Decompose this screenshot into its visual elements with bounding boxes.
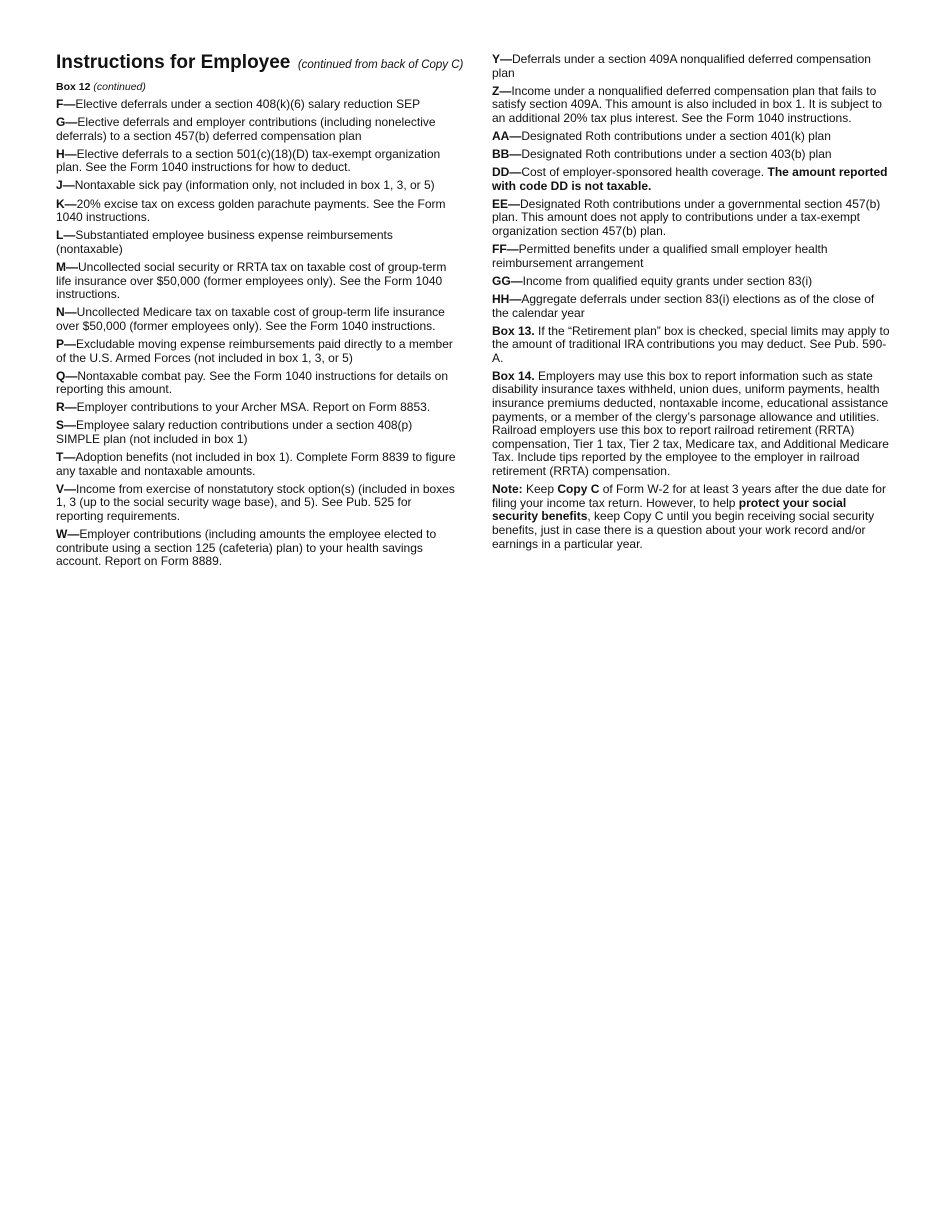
code-dash: —: [63, 228, 76, 243]
code-description: Nontaxable sick pay (information only, not included in box 1, 3, or 5): [74, 178, 435, 193]
code-description: 20% excise tax on excess golden parachute payments. See the Form 1040 instructions.: [56, 196, 446, 225]
code-aa-entry: [492, 130, 894, 144]
code-letter: HH: [492, 291, 510, 306]
code-dd-not-taxable: The amount reported with code DD is not taxable.: [492, 165, 888, 193]
code-dash: —: [64, 336, 77, 351]
code-description: Elective deferrals to a section 501(c)(18)(D) tax-exempt organization plan. See the Form 1040 instructions for how to deduct.: [56, 146, 441, 175]
code-dash: —: [64, 146, 77, 161]
note-copy-c: Copy C: [557, 482, 600, 497]
box-14-text: Employers may use this box to report information such as state disability insurance taxes withheld, union dues, uniform payments, health insurance premiums deducted, nontaxable income, educational assistance payments, or a member of the clergy’s parsonage allowance and utilities. Railroad employers use this box to report railroad retirement (RRTA) compensation, Tier 1 tax, Tier 2 tax, Medicare tax, and Additional Medicare Tax. Include tips reported by the employee to the employer in railroad retirement (RRTA) compensation.: [492, 368, 889, 479]
code-description: Adoption benefits (not included in box 1). Complete Form 8839 to figure any taxable and nontaxable amounts.: [56, 450, 456, 478]
code-dash: —: [66, 259, 78, 274]
code-description: Designated Roth contributions under a governmental section 457(b) plan. This amount does not apply to contributions under a tax-exempt organization section 457(b) plan.: [492, 196, 881, 239]
left-column: [56, 52, 464, 573]
note-label: Note:: [492, 482, 523, 497]
code-r-entry: [56, 401, 458, 415]
note-text-3: , keep Copy C until you begin receiving social security benefits, just in case there is a question about your work record and/or earnings in a particular year.: [492, 509, 875, 551]
code-letter: FF: [492, 242, 507, 257]
code-description: Elective deferrals and employer contributions (including nonelective deferrals) to a section 457(b) deferred compensation plan: [56, 115, 436, 143]
code-t-entry: [56, 451, 458, 478]
code-dash: —: [510, 273, 523, 288]
note-paragraph: [492, 483, 894, 551]
code-dash: —: [63, 450, 76, 465]
code-dash: —: [64, 400, 77, 415]
code-letter: Q: [56, 368, 66, 383]
code-letter: S: [56, 418, 65, 433]
code-description: Uncollected Medicare tax on taxable cost of group-term life insurance over $50,000 (former employees only). See the Form 1040 instructions.: [56, 305, 445, 333]
code-dash: —: [509, 165, 522, 180]
code-description: Excludable moving expense reimbursements paid directly to a member of the U.S. Armed Forces (not included in box 1, 3, or 5): [56, 336, 453, 365]
code-dash: —: [65, 115, 78, 130]
code-letter: W: [56, 527, 68, 542]
code-dash: —: [499, 83, 512, 98]
code-description: Cost of employer-sponsored health coverage.: [521, 165, 768, 180]
code-q-entry: [56, 370, 458, 397]
code-letter: T: [56, 450, 64, 465]
code-g-entry: [56, 116, 458, 143]
code-description: Designated Roth contributions under a section 403(b) plan: [521, 147, 832, 162]
code-dash: —: [64, 305, 77, 320]
code-dash: —: [65, 368, 78, 383]
code-z-entry: [492, 85, 894, 126]
code-w-entry: [56, 528, 458, 569]
code-description: Substantiated employee business expense reimbursements (nontaxable): [56, 228, 393, 256]
right-column: [492, 53, 894, 556]
code-ff-entry: [492, 243, 894, 270]
code-letter: Y: [492, 52, 501, 66]
code-letter: N: [56, 305, 65, 320]
box-12-note: (continued): [93, 81, 146, 93]
code-bb-entry: [492, 148, 894, 162]
box-12-code-list: [56, 98, 458, 569]
code-dash: —: [508, 196, 521, 211]
code-letter: Z: [492, 83, 500, 98]
note-text-2: of Form W-2 for at least 3 years after the due date for filing your income tax return. However, to help: [492, 482, 886, 510]
code-k-entry: [56, 198, 458, 225]
code-dash: —: [509, 128, 522, 143]
box-13-paragraph: [492, 325, 894, 366]
code-dash: —: [509, 147, 522, 162]
note-text-1: Keep: [522, 482, 558, 497]
code-letter: J: [56, 178, 63, 193]
code-description: Uncollected social security or RRTA tax on taxable cost of group-term life insurance over $50,000 (former employees only). See the Form 1040 instructions.: [56, 259, 447, 302]
code-gg-entry: [492, 275, 894, 289]
code-letter: DD: [492, 165, 510, 180]
code-l-entry: [56, 229, 458, 256]
code-description: Income from exercise of nonstatutory stock option(s) (included in boxes 1, 3 (up to the social security wage base), and 5). See Pub. 525 for reporting requirements.: [56, 481, 455, 523]
box-14-paragraph: [492, 370, 894, 479]
code-y-entry: [492, 53, 894, 80]
code-dash: —: [506, 242, 519, 257]
code-letter: G: [56, 115, 66, 130]
code-dash: —: [64, 196, 77, 211]
code-description: Deferrals under a section 409A nonqualified deferred compensation plan: [492, 52, 871, 80]
box-13-text: If the “Retirement plan” box is checked, special limits may apply to the amount of traditional IRA contributions you may deduct. See Pub. 590-A.: [492, 323, 890, 365]
code-description: Designated Roth contributions under a section 401(k) plan: [521, 128, 831, 143]
code-description: Aggregate deferrals under section 83(i) elections as of the close of the calendar year: [492, 291, 875, 320]
code-description: Employer contributions to your Archer MSA. Report on Form 8853.: [76, 400, 431, 415]
code-letter: AA: [492, 128, 510, 143]
code-description: Income from qualified equity grants under section 83(i): [522, 273, 813, 288]
title-row: [56, 52, 464, 76]
code-n-entry: [56, 306, 458, 333]
code-letter: R: [56, 400, 65, 415]
box-13-label: Box 13.: [492, 323, 535, 338]
code-dash: —: [64, 481, 77, 496]
code-letter: K: [56, 196, 65, 211]
code-v-entry: [56, 483, 458, 524]
code-h-entry: [56, 148, 458, 175]
code-hh-entry: [492, 293, 894, 320]
code-description: Income under a nonqualified deferred compensation plan that fails to satisfy section 409A. This amount is also included in box 1. It is subject to an additional 20% tax plus interest. See the Form 1040 instructions.: [492, 83, 882, 125]
code-dash: —: [62, 178, 75, 193]
title-note: (continued from back of Copy C): [297, 59, 464, 71]
code-letter: GG: [492, 273, 511, 288]
code-letter: H: [56, 146, 65, 161]
code-description: Elective deferrals under a section 408(k)(6) salary reduction SEP: [75, 97, 421, 111]
box-12-label: Box 12: [56, 81, 91, 93]
code-dash: —: [64, 418, 77, 433]
code-m-entry: [56, 261, 458, 302]
code-description: Employer contributions (including amounts the employee elected to contribute using a section 125 (cafeteria) plan) to your health savings account. Report on Form 8889.: [56, 527, 437, 569]
code-dash: —: [67, 527, 80, 542]
code-s-entry: [56, 419, 458, 446]
box-12-subhead: [56, 81, 458, 94]
code-letter: F: [56, 97, 64, 111]
code-ee-entry: [492, 198, 894, 239]
note-protect-benefits: protect your social security benefits: [492, 495, 847, 524]
code-dd-entry: [492, 166, 894, 193]
box-14-label: Box 14.: [492, 368, 535, 383]
code-description: Employee salary reduction contributions under a section 408(p) SIMPLE plan (not included in box 1): [56, 418, 413, 446]
code-p-entry: [56, 338, 458, 365]
code-letter: L: [56, 228, 64, 243]
code-dash: —: [500, 52, 513, 66]
code-dash: —: [63, 97, 76, 111]
code-letter: V: [56, 481, 65, 496]
page-title: Instructions for Employee: [56, 52, 291, 73]
code-description: Nontaxable combat pay. See the Form 1040 instructions for details on reporting this amount.: [56, 368, 448, 397]
code-f-entry: [56, 98, 458, 112]
code-j-entry: [56, 179, 458, 193]
code-letter: P: [56, 336, 65, 351]
code-letter: EE: [492, 196, 509, 211]
code-dash: —: [509, 291, 522, 306]
code-letter: M: [56, 259, 66, 274]
code-letter: BB: [492, 147, 510, 162]
code-description: Permitted benefits under a qualified small employer health reimbursement arrangement: [492, 242, 828, 270]
